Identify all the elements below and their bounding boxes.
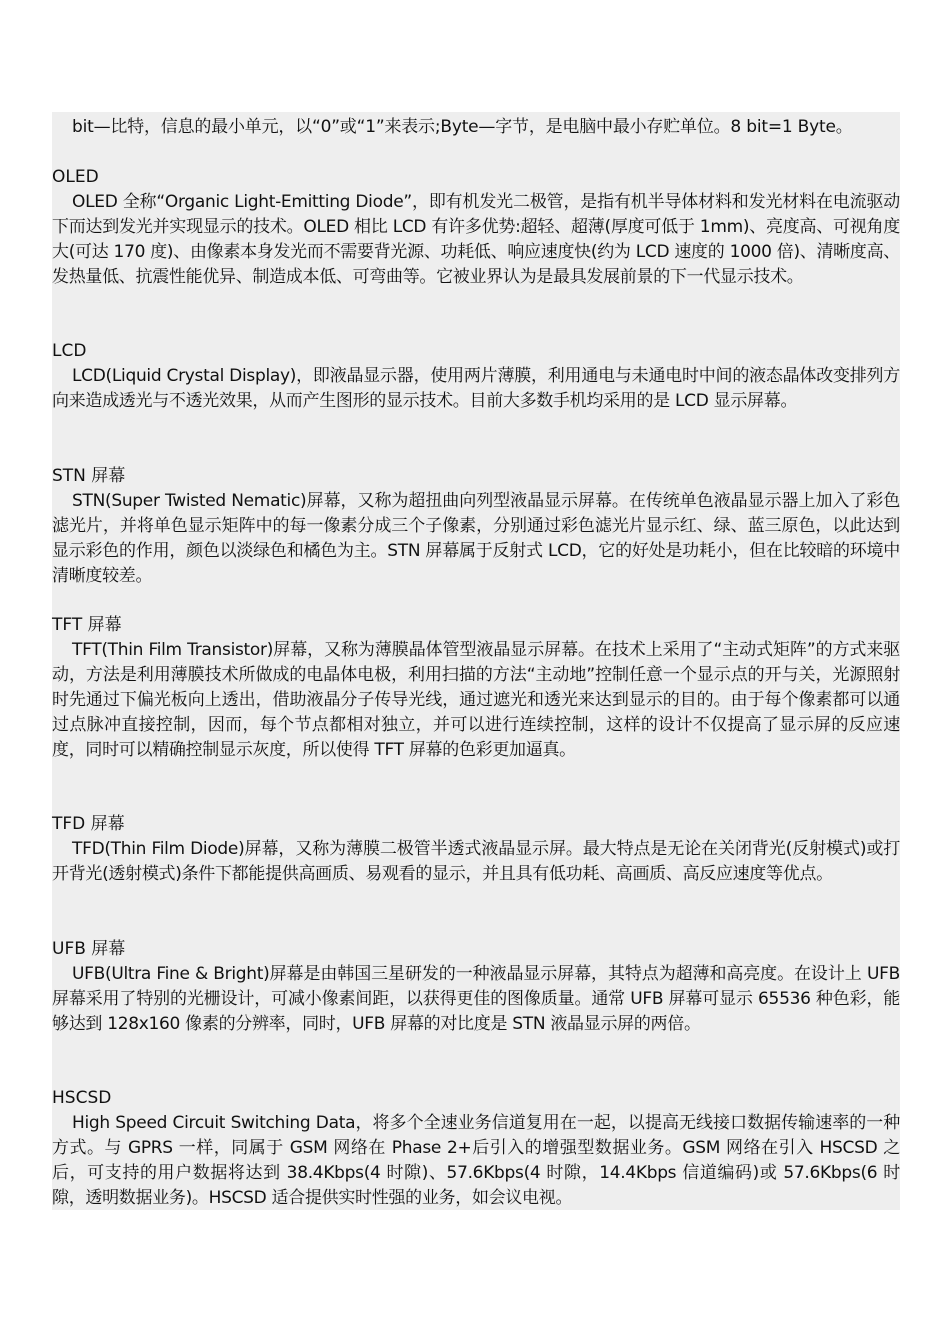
section-heading: TFD 屏幕 [52, 814, 125, 834]
section-body: STN(Super Twisted Nematic)屏幕，又称为超扭曲向列型液晶显示屏幕。在传统单色液晶显示器上加入了彩色滤光片，并将单色显示矩阵中的每一像素分成三个子像素，分别通过彩色滤光片显示红、绿、蓝三原色，以此达到显示彩色的作用，颜色以淡绿色和橘色为主。STN 屏幕属于反射式 LCD，它的好处是功耗小，但在比较暗的环境中清晰度较差。 [52, 491, 900, 586]
section-heading: UFB 屏幕 [52, 939, 126, 959]
intro-paragraph: bit—比特，信息的最小单元，以“0”或“1”来表示;Byte—字节，是电脑中最小存贮单位。8 bit=1 Byte。 [72, 117, 853, 137]
section-ufb [52, 937, 900, 1037]
section-body: OLED 全称“Organic Light-Emitting Diode”，即有机发光二极管，是指有机半导体材料和发光材料在电流驱动下而达到发光并实现显示的技术。OLED 相比 LCD 有许多优势:超轻、超薄(厚度可低于 1mm)、亮度高、可视角度大(可达 170 度)、由像素本身发光而不需要背光源、功耗低、响应速度快(约为 LCD 速度的 1000 倍)、清晰度高、发热量低、抗震性能优异、制造成本低、可弯曲等。它被业界认为是最具发展前景的下一代显示技术。 [52, 192, 900, 287]
section-stn [52, 464, 900, 589]
section-heading: STN 屏幕 [52, 466, 126, 486]
section-hscsd [52, 1086, 900, 1211]
section-oled [52, 165, 900, 290]
section-tft [52, 613, 900, 763]
section-heading: LCD [52, 341, 87, 361]
section-heading: OLED [52, 167, 99, 187]
section-body: UFB(Ultra Fine & Bright)屏幕是由韩国三星研发的一种液晶显示屏幕，其特点为超薄和高亮度。在设计上 UFB 屏幕采用了特别的光栅设计，可减小像素间距，以获得更佳的图像质量。通常 UFB 屏幕可显示 65536 种色彩，能够达到 128x160 像素的分辨率，同时，UFB 屏幕的对比度是 STN 液晶显示屏的两倍。 [52, 964, 900, 1034]
section-body: High Speed Circuit Switching Data，将多个全速业务信道复用在一起，以提高无线接口数据传输速率的一种方式。与 GPRS 一样，同属于 GSM 网络在 Phase 2+后引入的增强型数据业务。GSM 网络在引入 HSCSD 之后，可支持的用户数据将达到 38.4Kbps(4 时隙)、57.6Kbps(4 时隙，14.4Kbps 信道编码)或 57.6Kbps(6 时隙，透明数据业务)。HSCSD 适合提供实时性强的业务，如会议电视。 [52, 1113, 900, 1208]
section-tfd [52, 812, 900, 887]
section-body: TFT(Thin Film Transistor)屏幕，又称为薄膜晶体管型液晶显示屏幕。在技术上采用了“主动式矩阵”的方式来驱动，方法是利用薄膜技术所做成的电晶体电极，利用扫描的方法“主动地”控制任意一个显示点的开与关，光源照射时先通过下偏光板向上透出，借助液晶分子传导光线，通过遮光和透光来达到显示的目的。由于每个像素都可以通过点脉冲直接控制，因而，每个节点都相对独立，并可以进行连续控制，这样的设计不仅提高了显示屏的反应速度，同时可以精确控制显示灰度，所以使得 TFT 屏幕的色彩更加逼真。 [52, 640, 900, 760]
document-page [52, 112, 900, 1210]
section-lcd [52, 339, 900, 414]
section-body: LCD(Liquid Crystal Display)，即液晶显示器，使用两片薄膜，利用通电与未通电时中间的液态晶体改变排列方向来造成透光与不透光效果，从而产生图形的显示技术。目前大多数手机均采用的是 LCD 显示屏幕。 [52, 366, 900, 411]
section-heading: HSCSD [52, 1088, 112, 1108]
section-heading: TFT 屏幕 [52, 615, 122, 635]
section-body: TFD(Thin Film Diode)屏幕，又称为薄膜二极管半透式液晶显示屏。最大特点是无论在关闭背光(反射模式)或打开背光(透射模式)条件下都能提供高画质、易观看的显示，并且具有低功耗、高画质、高反应速度等优点。 [52, 839, 900, 884]
